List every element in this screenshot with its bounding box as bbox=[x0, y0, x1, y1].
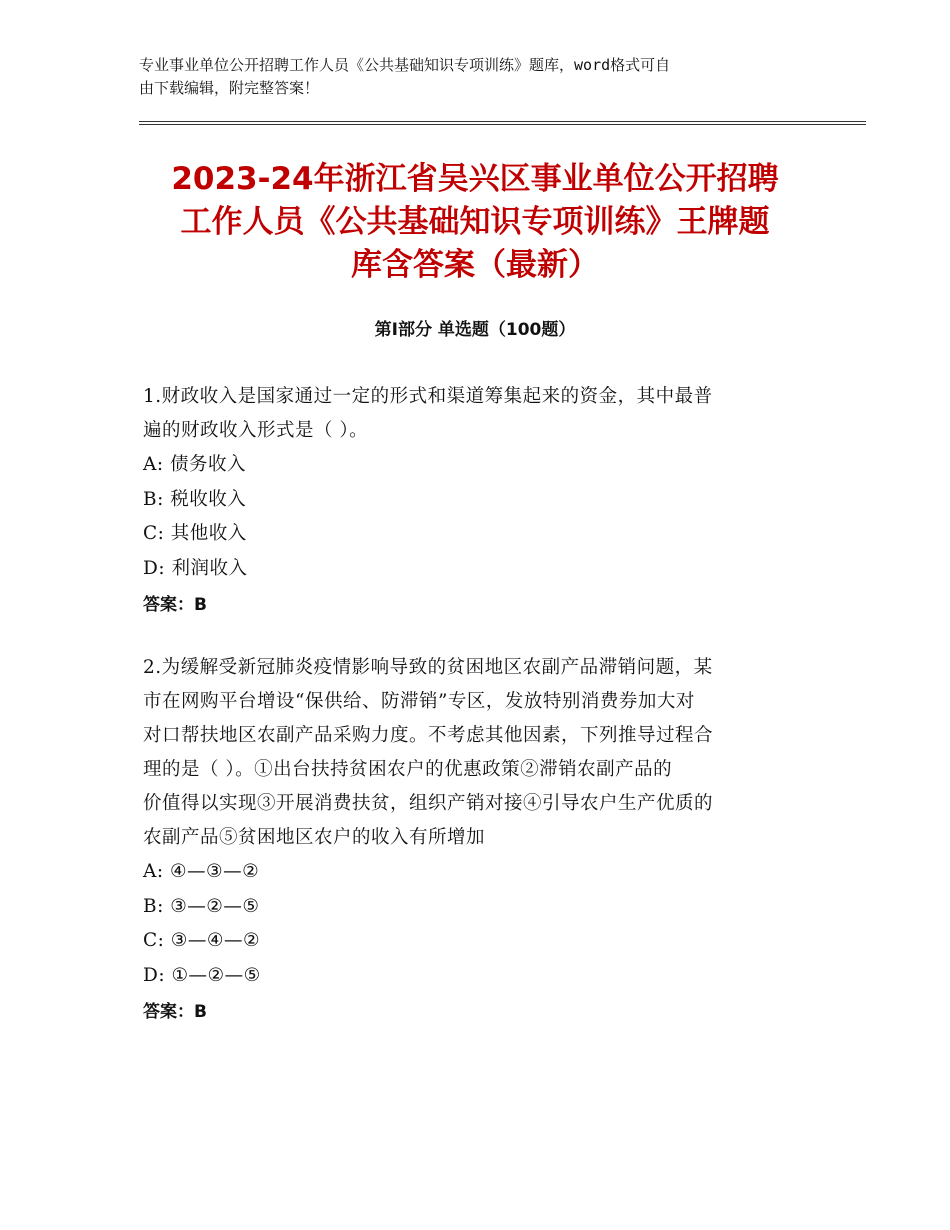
document-title bbox=[100, 158, 850, 287]
stem-line: 1.财政收入是国家通过一定的形式和渠道筹集起来的资金，其中最普 bbox=[143, 386, 713, 407]
option-a: A: ④—③—② bbox=[143, 861, 260, 882]
header-divider bbox=[139, 121, 866, 122]
option-a: A: 债务收入 bbox=[143, 454, 246, 475]
answer-label: 答案：B bbox=[143, 1002, 207, 1022]
stem-line: 农副产品⑤贫困地区农户的收入有所增加 bbox=[143, 827, 486, 848]
title-line: 工作人员《公共基础知识专项训练》王牌题 bbox=[180, 204, 770, 240]
stem-line: 2.为缓解受新冠肺炎疫情影响导致的贫困地区农副产品滞销问题，某 bbox=[143, 657, 713, 678]
stem-line: 理的是（ ）。①出台扶持贫困农户的优惠政策②滞销农副产品的 bbox=[143, 759, 673, 780]
stem-line: 价值得以实现③开展消费扶贫，组织产销对接④引导农户生产优质的 bbox=[143, 793, 714, 814]
question-block bbox=[143, 380, 813, 622]
header-note bbox=[139, 54, 819, 100]
option-b: B: 税收收入 bbox=[143, 488, 247, 510]
option-c: C: ③—④—② bbox=[143, 930, 261, 951]
question-stem bbox=[143, 651, 813, 855]
header-note-line: 专业事业单位公开招聘工作人员《公共基础知识专项训练》题库，word格式可自 bbox=[139, 56, 671, 74]
answer-label: 答案：B bbox=[143, 595, 207, 615]
header-divider bbox=[139, 124, 866, 125]
stem-line: 对口帮扶地区农副产品采购力度。不考虑其他因素，下列推导过程合 bbox=[143, 725, 714, 746]
section-heading: 第Ⅰ部分 单选题（100题） bbox=[374, 320, 576, 340]
option-d: D: 利润收入 bbox=[143, 557, 248, 579]
option-c: C: 其他收入 bbox=[143, 523, 247, 544]
title-line: 库含答案（最新） bbox=[351, 247, 599, 283]
option-d: D: ①—②—⑤ bbox=[143, 964, 261, 986]
option-b: B: ③—②—⑤ bbox=[143, 895, 260, 917]
title-line: 2023-24年浙江省吴兴区事业单位公开招聘 bbox=[171, 161, 779, 197]
header-note-line: 由下载编辑，附完整答案！ bbox=[139, 79, 320, 97]
question-block bbox=[143, 651, 813, 1029]
stem-line: 遍的财政收入形式是（ ）。 bbox=[143, 420, 369, 441]
question-stem bbox=[143, 380, 813, 448]
stem-line: 市在网购平台增设“保供给、防滞销”专区，发放特别消费券加大对 bbox=[143, 691, 695, 712]
